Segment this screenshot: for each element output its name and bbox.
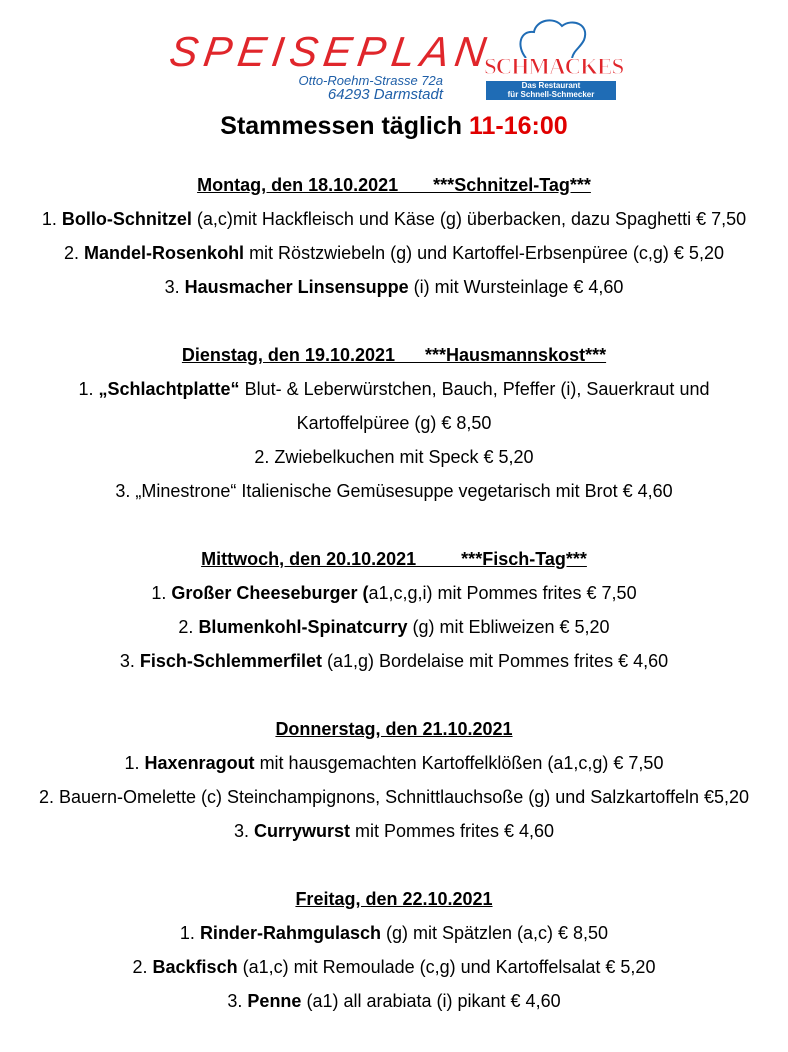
spacer bbox=[0, 1018, 788, 1052]
menu-item-line bbox=[0, 644, 788, 678]
dish-text: a1,c,g,i) mit Pommes frites € 7,50 bbox=[368, 583, 637, 603]
menu-item-line bbox=[0, 916, 788, 950]
dish-text: 3. bbox=[164, 277, 185, 297]
day-heading: Donnerstag, den 21.10.2021 bbox=[275, 719, 513, 739]
day-heading: Montag, den 18.10.2021 ***Schnitzel-Tag*** bbox=[197, 175, 591, 195]
dish-text: 3. „Minestrone“ Italienische Gemüsesuppe vegetarisch mit Brot € 4,60 bbox=[115, 481, 673, 501]
dish-text: 1. bbox=[179, 923, 200, 943]
menu-item-line bbox=[0, 610, 788, 644]
schmackes-logo bbox=[484, 16, 624, 102]
dish-text: Kartoffelpüree (g) € 8,50 bbox=[296, 413, 492, 433]
address-city: 64293 Darmstadt bbox=[327, 86, 443, 103]
dish-text: 1. bbox=[124, 753, 145, 773]
dish-text: (a1,g) Bordelaise mit Pommes frites € 4,60 bbox=[321, 651, 669, 671]
address-street: Otto-Roehm-Strasse 72a bbox=[298, 73, 443, 88]
dish-name: Bollo-Schnitzel bbox=[61, 209, 192, 229]
day-section bbox=[0, 882, 788, 1052]
dish-name: Rinder-Rahmgulasch bbox=[199, 923, 381, 943]
brand-tagline-1: Das Restaurant bbox=[521, 81, 581, 90]
day-heading: Freitag, den 22.10.2021 bbox=[295, 889, 493, 909]
dish-name: Penne bbox=[247, 991, 302, 1011]
dish-name: Großer Cheeseburger ( bbox=[171, 583, 369, 603]
menu-item-line bbox=[0, 406, 788, 440]
menu-item-line bbox=[0, 440, 788, 474]
dish-text: 2. Bauern-Omelette (c) Steinchampignons, Schnittlauchsoße (g) und Salzkartoffeln €5,20 bbox=[38, 787, 750, 807]
menu-item-line bbox=[0, 270, 788, 304]
dish-text: 1. bbox=[151, 583, 172, 603]
menu-item-line bbox=[0, 576, 788, 610]
brand-name: SCHMACKES bbox=[484, 54, 624, 79]
menu-item-line bbox=[0, 950, 788, 984]
day-section bbox=[0, 542, 788, 712]
dish-text: (g) mit Ebliweizen € 5,20 bbox=[407, 617, 610, 637]
menu-item-line bbox=[0, 746, 788, 780]
dish-name: Currywurst bbox=[253, 821, 350, 841]
day-heading: Dienstag, den 19.10.2021 ***Hausmannskost*** bbox=[181, 345, 607, 365]
dish-text: mit Pommes frites € 4,60 bbox=[349, 821, 555, 841]
dish-text: 2. bbox=[178, 617, 199, 637]
day-section bbox=[0, 168, 788, 338]
menu-item-line bbox=[0, 814, 788, 848]
brand-tagline bbox=[486, 81, 616, 100]
dish-text: 1. bbox=[78, 379, 99, 399]
title-hours: 11-16:00 bbox=[469, 112, 568, 140]
dish-text: Blut- & Leberwürstchen, Bauch, Pfeffer (i), Sauerkraut und bbox=[239, 379, 710, 399]
dish-name: „Schlachtplatte“ bbox=[98, 379, 240, 399]
dish-text: 1. bbox=[41, 209, 62, 229]
dish-name: Hausmacher Linsensuppe bbox=[184, 277, 409, 297]
dish-text: (a1) all arabiata (i) pikant € 4,60 bbox=[301, 991, 561, 1011]
day-heading: Mittwoch, den 20.10.2021 ***Fisch-Tag*** bbox=[201, 549, 587, 569]
menu-item-line bbox=[0, 202, 788, 236]
dish-text: 2. bbox=[64, 243, 85, 263]
dish-text: 2. bbox=[132, 957, 153, 977]
dish-name: Backfisch bbox=[152, 957, 238, 977]
dish-name: Mandel-Rosenkohl bbox=[84, 243, 245, 263]
dish-text: (i) mit Wursteinlage € 4,60 bbox=[408, 277, 624, 297]
day-section bbox=[0, 712, 788, 882]
menu-item-line bbox=[0, 474, 788, 508]
page-header bbox=[0, 0, 788, 150]
speiseplan-logo-title: SPEISEPLAN bbox=[166, 28, 495, 75]
dish-name: Haxenragout bbox=[144, 753, 255, 773]
menu-item-line bbox=[0, 780, 788, 814]
menu-item-line bbox=[0, 984, 788, 1018]
menu-item-line bbox=[0, 372, 788, 406]
day-section bbox=[0, 338, 788, 542]
dish-name: Blumenkohl-Spinatcurry bbox=[198, 617, 408, 637]
spacer bbox=[0, 678, 788, 712]
dish-text: (a,c)mit Hackfleisch und Käse (g) überbacken, dazu Spaghetti € 7,50 bbox=[191, 209, 747, 229]
dish-text: (a1,c) mit Remoulade (c,g) und Kartoffelsalat € 5,20 bbox=[237, 957, 656, 977]
dish-text: 3. bbox=[233, 821, 254, 841]
spacer bbox=[0, 508, 788, 542]
menu-item-line bbox=[0, 236, 788, 270]
dish-text: 3. bbox=[227, 991, 248, 1011]
page-title bbox=[0, 112, 788, 141]
dish-text: 3. bbox=[119, 651, 140, 671]
dish-text: mit Röstzwiebeln (g) und Kartoffel-Erbsenpüree (c,g) € 5,20 bbox=[244, 243, 724, 263]
title-text: Stammessen täglich bbox=[220, 112, 469, 140]
spacer bbox=[0, 848, 788, 882]
dish-text: 2. Zwiebelkuchen mit Speck € 5,20 bbox=[254, 447, 534, 467]
dish-text: mit hausgemachten Kartoffelklößen (a1,c,g) € 7,50 bbox=[254, 753, 664, 773]
dish-text: (g) mit Spätzlen (a,c) € 8,50 bbox=[380, 923, 609, 943]
spacer bbox=[0, 304, 788, 338]
brand-tagline-2: für Schnell-Schmecker bbox=[507, 90, 595, 99]
weekly-menu bbox=[0, 168, 788, 1052]
dish-name: Fisch-Schlemmerfilet bbox=[139, 651, 322, 671]
